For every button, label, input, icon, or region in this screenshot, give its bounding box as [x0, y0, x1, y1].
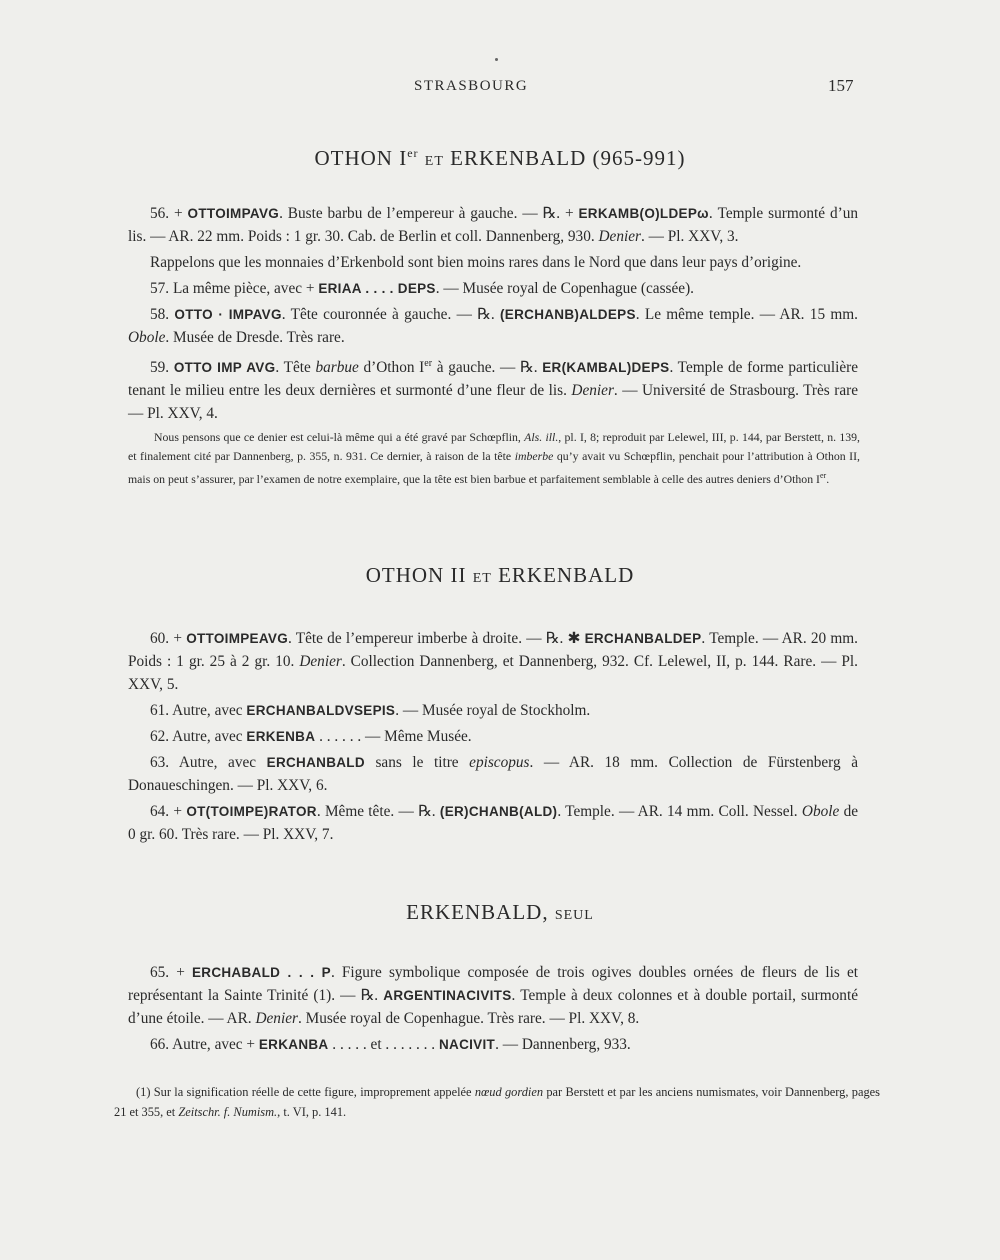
section-othon-i: [128, 202, 858, 425]
entry-59: 59. OTTO IMP AVG. Tête barbue d’Othon Ier à gauche. — ℞. ER(KAMBAL)DEPS. Temple de forme particulière tenant le milieu entre les deux dernières et surmonté d’une fleur de lis. Denier. — Université de Strasbourg. Très rare — Pl. XXV, 4.: [128, 358, 858, 423]
entry-60: 60. + OTTOIMPEAVG. Tête de l’empereur imberbe à droite. — ℞. ✱ ERCHANBALDEP. Temple. — AR. 20 mm. Poids : 1 gr. 25 à 2 gr. 10. Denier. Collection Dannenberg, et Dannenberg, 932. Cf. Lelewel, II, p. 144. Rare. — Pl. XXV, 5.: [128, 630, 859, 693]
entry-66: 66. Autre, avec + ERKANBA . . . . . et . . . . . . . NACIVIT. — Dannenberg, 933.: [150, 1036, 631, 1053]
note-denier: Nous pensons que ce denier est celui-là même qui a été gravé par Schœpflin, Als. ill., pl. I, 8; reproduit par Lelewel, III, p. 144, par Berstett, n. 139, et finalement cité par Dannenberg, p. 355, n. 931. Ce dernier, à raison de la tête imberbe qu’y avait vu Schœpflin, penchait pour l’attribution à Othon II, mais on peut s’assurer, par l’examen de notre exemplaire, que la tête est bien barbue et parfaitement semblable à celle des autres deniers d’Othon Ier.: [128, 430, 860, 486]
section-othon-ii: [128, 627, 858, 846]
entry-65: 65. + ERCHABALD . . . P. Figure symbolique composée de trois ogives doubles ornées de fleurs de lis et représentant la Sainte Trinité (1). — ℞. ARGENTINACIVITS. Temple à deux colonnes et à double portail, surmonté d’une étoile. — AR. Denier. Musée royal de Copenhague. Très rare. — Pl. XXV, 8.: [128, 964, 858, 1027]
ink-dot: [495, 58, 498, 61]
entry-62: 62. Autre, avec ERKENBA . . . . . . — Même Musée.: [150, 728, 472, 745]
footnote-1: (1) Sur la signification réelle de cette figure, improprement appelée nœud gordien par Berstett et par les anciens numismates, voir Dannenberg, pages 21 et 355, et Zeitschr. f. Numism., t. VI, p. 141.: [114, 1085, 880, 1119]
entry-56-remark: Rappelons que les monnaies d’Erkenbold sont bien moins rares dans le Nord que dans leur pays d’origine.: [150, 254, 802, 271]
section-title-erkenbald-seul: ERKENBALD, SEUL: [406, 900, 594, 924]
entry-58: 58. OTTO · IMPAVG. Tête couronnée à gauche. — ℞. (ERCHANB)ALDEPS. Le même temple. — AR. 15 mm. Obole. Musée de Dresde. Très rare.: [128, 306, 859, 346]
entry-64: 64. + OT(TOIMPE)RATOR. Même tête. — ℞. (ER)CHANB(ALD). Temple. — AR. 14 mm. Coll. Nessel. Obole de 0 gr. 60. Très rare. — Pl. XXV, 7.: [128, 803, 859, 843]
entry-57: 57. La même pièce, avec + ERIAA . . . . DEPS. — Musée royal de Copenhague (cassée).: [150, 280, 694, 297]
entry-56: 56. + OTTOIMPAVG. Buste barbu de l’empereur à gauche. — ℞. + ERKAMB(O)LDEPω. Temple surmonté d’un lis. — AR. 22 mm. Poids : 1 gr. 30. Cab. de Berlin et coll. Dannenberg, 930. Denier. — Pl. XXV, 3.: [128, 205, 858, 245]
section-title-othon-i: OTHON Ier ET ERKENBALD (965-991): [314, 146, 686, 170]
entry-61: 61. Autre, avec ERCHANBALDVSEPIS. — Musée royal de Stockholm.: [150, 702, 591, 719]
section-erkenbald-seul: [128, 961, 858, 1056]
section-title-othon-ii: OTHON II ET ERKENBALD: [365, 563, 635, 587]
running-title: STRASBOURG: [414, 78, 529, 94]
page-number: 157: [828, 76, 854, 95]
entry-63: 63. Autre, avec ERCHANBALD sans le titre episcopus. — AR. 18 mm. Collection de Fürstenberg à Donaueschingen. — Pl. XXV, 6.: [128, 754, 858, 794]
